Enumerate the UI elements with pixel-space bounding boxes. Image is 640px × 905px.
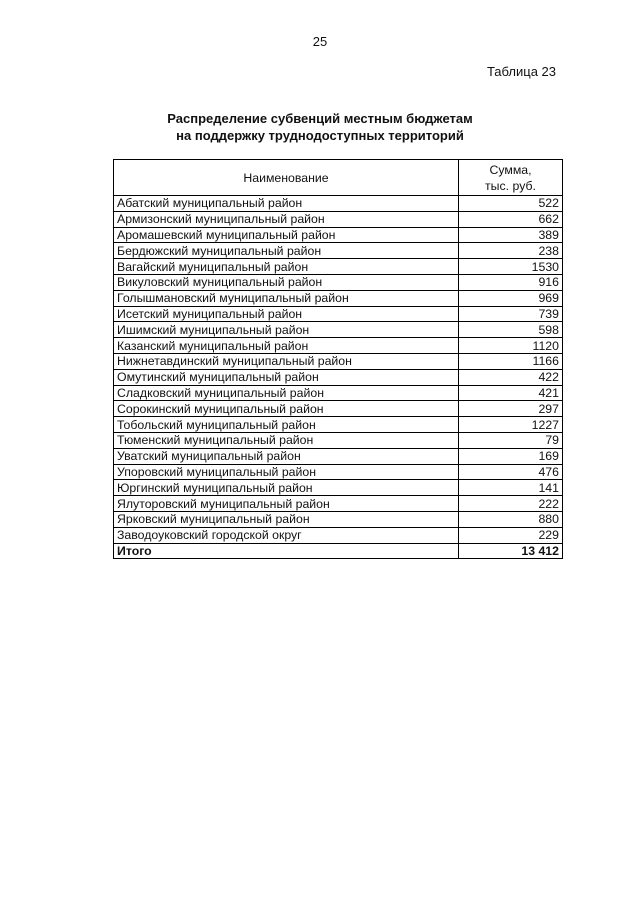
row-value: 421 [459,385,563,401]
row-name: Бердюжский муниципальный район [114,243,459,259]
row-value: 422 [459,369,563,385]
row-value: 238 [459,243,563,259]
row-name: Вагайский муниципальный район [114,259,459,275]
table-row [114,464,563,480]
row-value: 662 [459,211,563,227]
row-value: 1166 [459,353,563,369]
header-sum [459,160,563,196]
table-row [114,496,563,512]
table-row [114,527,563,543]
row-value: 916 [459,274,563,290]
row-name: Голышмановский муниципальный район [114,290,459,306]
row-value: 739 [459,306,563,322]
row-name: Юргинский муниципальный район [114,480,459,496]
header-name: Наименование [114,160,459,196]
row-value: 1120 [459,338,563,354]
row-name: Нижнетавдинский муниципальный район [114,353,459,369]
row-value: 1530 [459,259,563,275]
row-value: 880 [459,511,563,527]
row-value: 389 [459,227,563,243]
row-value: 598 [459,322,563,338]
row-value: 476 [459,464,563,480]
row-name: Тюменский муниципальный район [114,432,459,448]
total-label: Итого [114,543,459,559]
row-name: Армизонский муниципальный район [114,211,459,227]
row-name: Омутинский муниципальный район [114,369,459,385]
table-row [114,511,563,527]
table-header-row [114,160,563,196]
row-value: 1227 [459,417,563,433]
table-row [114,369,563,385]
table-row [114,448,563,464]
table-row [114,432,563,448]
row-name: Сорокинский муниципальный район [114,401,459,417]
table-row [114,196,563,212]
row-value: 141 [459,480,563,496]
table-row [114,480,563,496]
table-row [114,417,563,433]
header-sum-line-2: тыс. руб. [485,178,536,193]
row-value: 229 [459,527,563,543]
row-value: 169 [459,448,563,464]
row-name: Ярковский муниципальный район [114,511,459,527]
row-value: 79 [459,432,563,448]
table-row [114,385,563,401]
table-row [114,290,563,306]
row-value: 969 [459,290,563,306]
table-row [114,353,563,369]
table-row [114,338,563,354]
table-label: Таблица 23 [486,64,556,79]
page-number: 25 [312,34,328,49]
row-name: Сладковский муниципальный район [114,385,459,401]
table-row [114,259,563,275]
row-name: Ишимский муниципальный район [114,322,459,338]
row-name: Аромашевский муниципальный район [114,227,459,243]
table-row [114,227,563,243]
row-name: Казанский муниципальный район [114,338,459,354]
title-line-1: Распределение субвенций местным бюджетам [167,111,473,126]
table-row [114,306,563,322]
table-row [114,211,563,227]
row-name: Заводоуковский городской округ [114,527,459,543]
subvention-table [113,159,563,559]
row-name: Ялуторовский муниципальный район [114,496,459,512]
row-name: Уватский муниципальный район [114,448,459,464]
title-line-2: на поддержку труднодоступных территорий [176,128,464,143]
table-total-row [114,543,563,559]
table-row [114,401,563,417]
row-value: 297 [459,401,563,417]
table-row [114,274,563,290]
row-name: Упоровский муниципальный район [114,464,459,480]
header-sum-line-1: Сумма, [489,162,532,177]
row-name: Тобольский муниципальный район [114,417,459,433]
row-name: Викуловский муниципальный район [114,274,459,290]
row-name: Абатский муниципальный район [114,196,459,212]
total-value: 13 412 [459,543,563,559]
row-value: 222 [459,496,563,512]
document-title [0,110,640,144]
row-value: 522 [459,196,563,212]
row-name: Исетский муниципальный район [114,306,459,322]
table-row [114,322,563,338]
table-row [114,243,563,259]
